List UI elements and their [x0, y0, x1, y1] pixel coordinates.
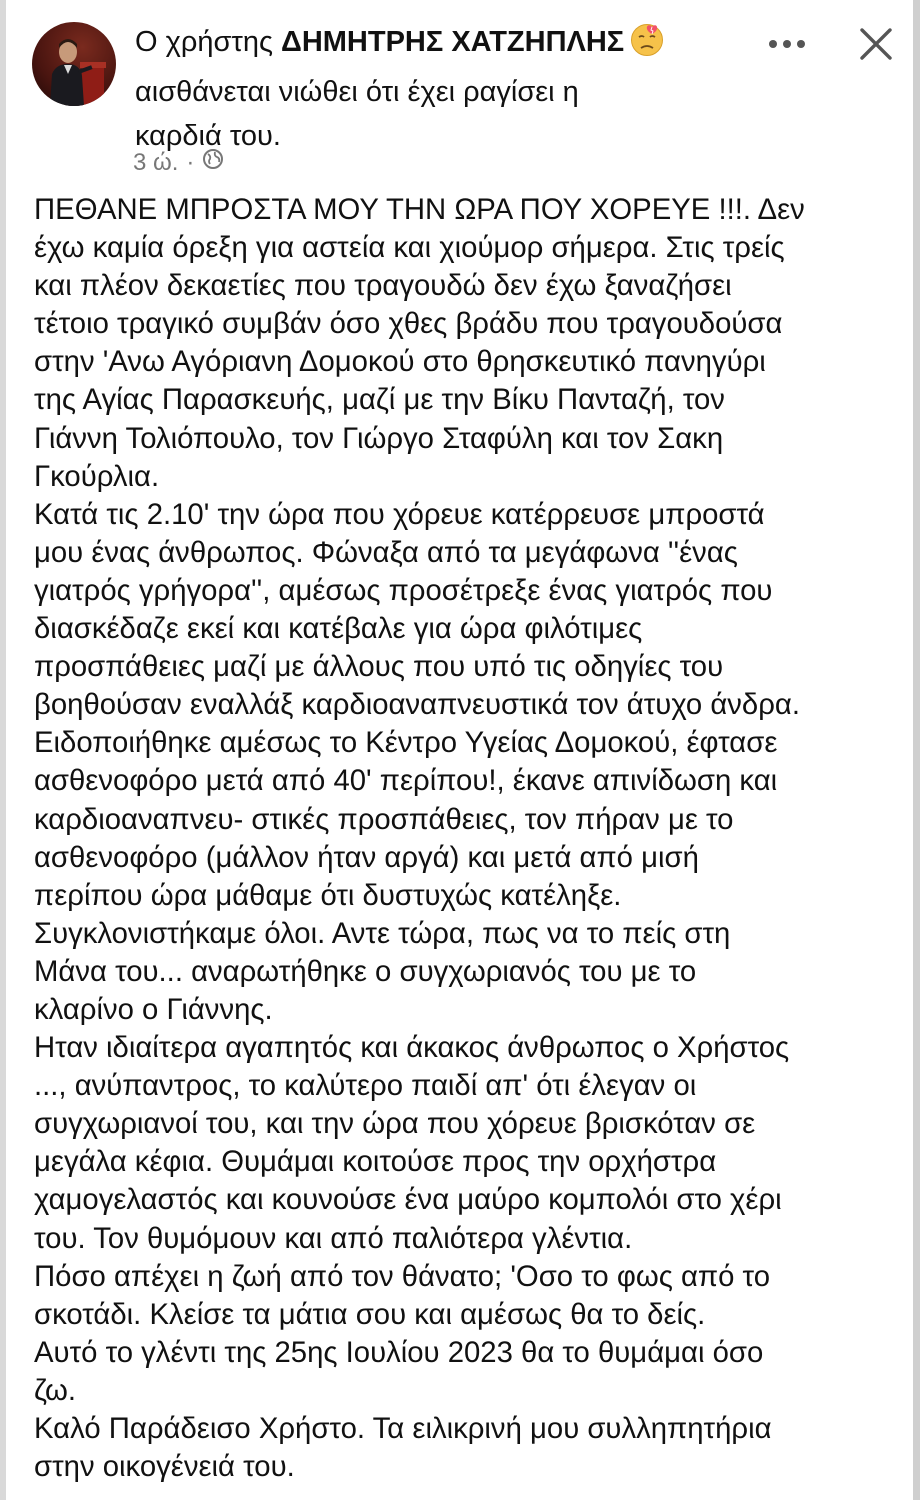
- post-body-line: και πλέον δεκαετίες που τραγουδώ δεν έχω ξαναζήσει: [34, 269, 732, 303]
- post-body-line: του. Τον θυμόμουν και από παλιότερα γλέντια.: [34, 1221, 633, 1255]
- meta-separator: ·: [186, 148, 195, 176]
- post-body-line: συγχωριανοί του, και την ώρα που χόρευε βρισκόταν σε: [34, 1107, 756, 1141]
- header-line-1: [135, 20, 755, 70]
- post-body-line: σκοτάδι. Κλείσε τα μάτια σου και αμέσως θα το δείς.: [34, 1297, 706, 1331]
- post-body-line: διασκέδαζε εκεί και κατέβαλε για ώρα φιλότιμες: [34, 612, 643, 646]
- post-body-line: της Αγίας Παρασκευής, μαζί με την Βίκυ Πανταζή, τον: [34, 383, 725, 417]
- post-body-line: μου ένας άνθρωπος. Φώναξα από τα μεγάφωνα ''ένας: [34, 535, 738, 569]
- post-body-line: στην 'Ανω Αγόριανη Δομοκού στο θρησκευτικό πανηγύρι: [34, 345, 766, 379]
- post-body-line: τέτοιο τραγικό συμβάν όσο χθες βράδυ που τραγουδούσα: [34, 307, 783, 341]
- post-body-line: χαμογελαστός και κουνούσε ένα μαύρο κομπολόι στο χέρι: [34, 1183, 782, 1217]
- more-options-icon[interactable]: [762, 26, 812, 62]
- post-body-line: ΠΕΘΑΝΕ ΜΠΡΟΣΤΑ ΜΟΥ ΤΗΝ ΩΡΑ ΠΟΥ ΧΟΡΕΥΕ !!!. Δεν: [34, 193, 805, 226]
- post-body-line: περίπου ώρα μάθαμε ότι δυστυχώς κατέληξε.: [34, 878, 622, 912]
- post-body-line: Καλό Παράδεισο Χρήστο. Τα ειλικρινή μου συλληπητήρια: [34, 1412, 772, 1445]
- post-body-line: Γιάννη Τολιόπουλο, τον Γιώργο Σταφύλη και τον Σακη: [34, 421, 724, 455]
- post-body-line: ..., ανύπαντρος, το καλύτερο παιδί απ' ότι έλεγαν οι: [34, 1069, 697, 1103]
- post-body-line: ασθενοφόρο μετά από 40' περίπου!, έκανε απινίδωση και: [34, 764, 778, 798]
- left-edge-border: [0, 0, 6, 1500]
- post-body-line: Αυτό το γλέντι της 25ης Ιουλίου 2023 θα το θυμάμαι όσο: [34, 1335, 764, 1369]
- feeling-line-2: καρδιά του.: [135, 120, 281, 152]
- post-body-line: Ειδοποιήθηκε αμέσως το Κέντρο Υγείας Δομοκού, έφτασε: [34, 726, 778, 760]
- globe-icon[interactable]: [202, 148, 224, 177]
- post-body-line: Πόσο απέχει η ζωή από τον θάνατο; 'Οσο το φως από το: [34, 1259, 770, 1293]
- post-body-line: Μάνα του... αναρωτήθηκε ο συγχωριανός του με το: [34, 954, 697, 988]
- post-body-line: Κατά τις 2.10' την ώρα που χόρευε κατέρρευσε μπροστά: [34, 497, 765, 531]
- post-body: [34, 191, 900, 1486]
- post-body-line: Συγκλονιστήκαμε όλοι. Αντε τώρα, πως να το πείς στη: [34, 916, 731, 950]
- post-body-line: ασθενοφόρο (μάλλον ήταν αργά) και μετά από μισή: [34, 840, 699, 874]
- post-header: [135, 20, 755, 158]
- feeling-line-1: αισθάνεται νιώθει ότι έχει ραγίσει η: [135, 76, 579, 108]
- close-icon[interactable]: [852, 20, 900, 68]
- post-body-line: κλαρίνο ο Γιάννης.: [34, 992, 273, 1026]
- author-name-link[interactable]: ΔΗΜΗΤΡΗΣ ΧΑΤΖΗΠΛΗΣ: [280, 26, 625, 58]
- post-body-line: γιατρός γρήγορα'', αμέσως προσέτρεξε ένας γιατρός που: [34, 573, 773, 607]
- author-avatar[interactable]: [32, 22, 116, 106]
- post-body-line: Ηταν ιδιαίτερα αγαπητός και άκακος άνθρωπος ο Χρήστος: [34, 1031, 790, 1065]
- post-body-line: έχω καμία όρεξη για αστεία και χιούμορ σήμερα. Στις τρείς: [34, 231, 785, 265]
- post-meta: [133, 148, 224, 177]
- post-body-line: στην οικογένειά του.: [34, 1450, 295, 1484]
- right-edge-border: [913, 0, 920, 1500]
- heartbroken-face-icon: [630, 23, 664, 70]
- post-body-line: ζω.: [34, 1373, 76, 1407]
- post-body-line: προσπάθειες μαζί με άλλους που υπό τις οδηγίες του: [34, 650, 724, 684]
- post-body-line: Γκούρλια.: [34, 459, 160, 493]
- post-timestamp[interactable]: 3 ώ.: [133, 148, 179, 176]
- post-body-line: μεγάλα κέφια. Θυμάμαι κοιτούσε προς την ορχήστρα: [34, 1145, 717, 1179]
- header-prefix: Ο χρήστης: [135, 26, 273, 58]
- post-body-line: βοηθούσαν εναλλάξ καρδιοαναπνευστικά τον άτυχο άνδρα.: [34, 688, 800, 722]
- post-body-line: καρδιοαναπνευ- στικές προσπάθειες, τον πήραν με το: [34, 802, 734, 836]
